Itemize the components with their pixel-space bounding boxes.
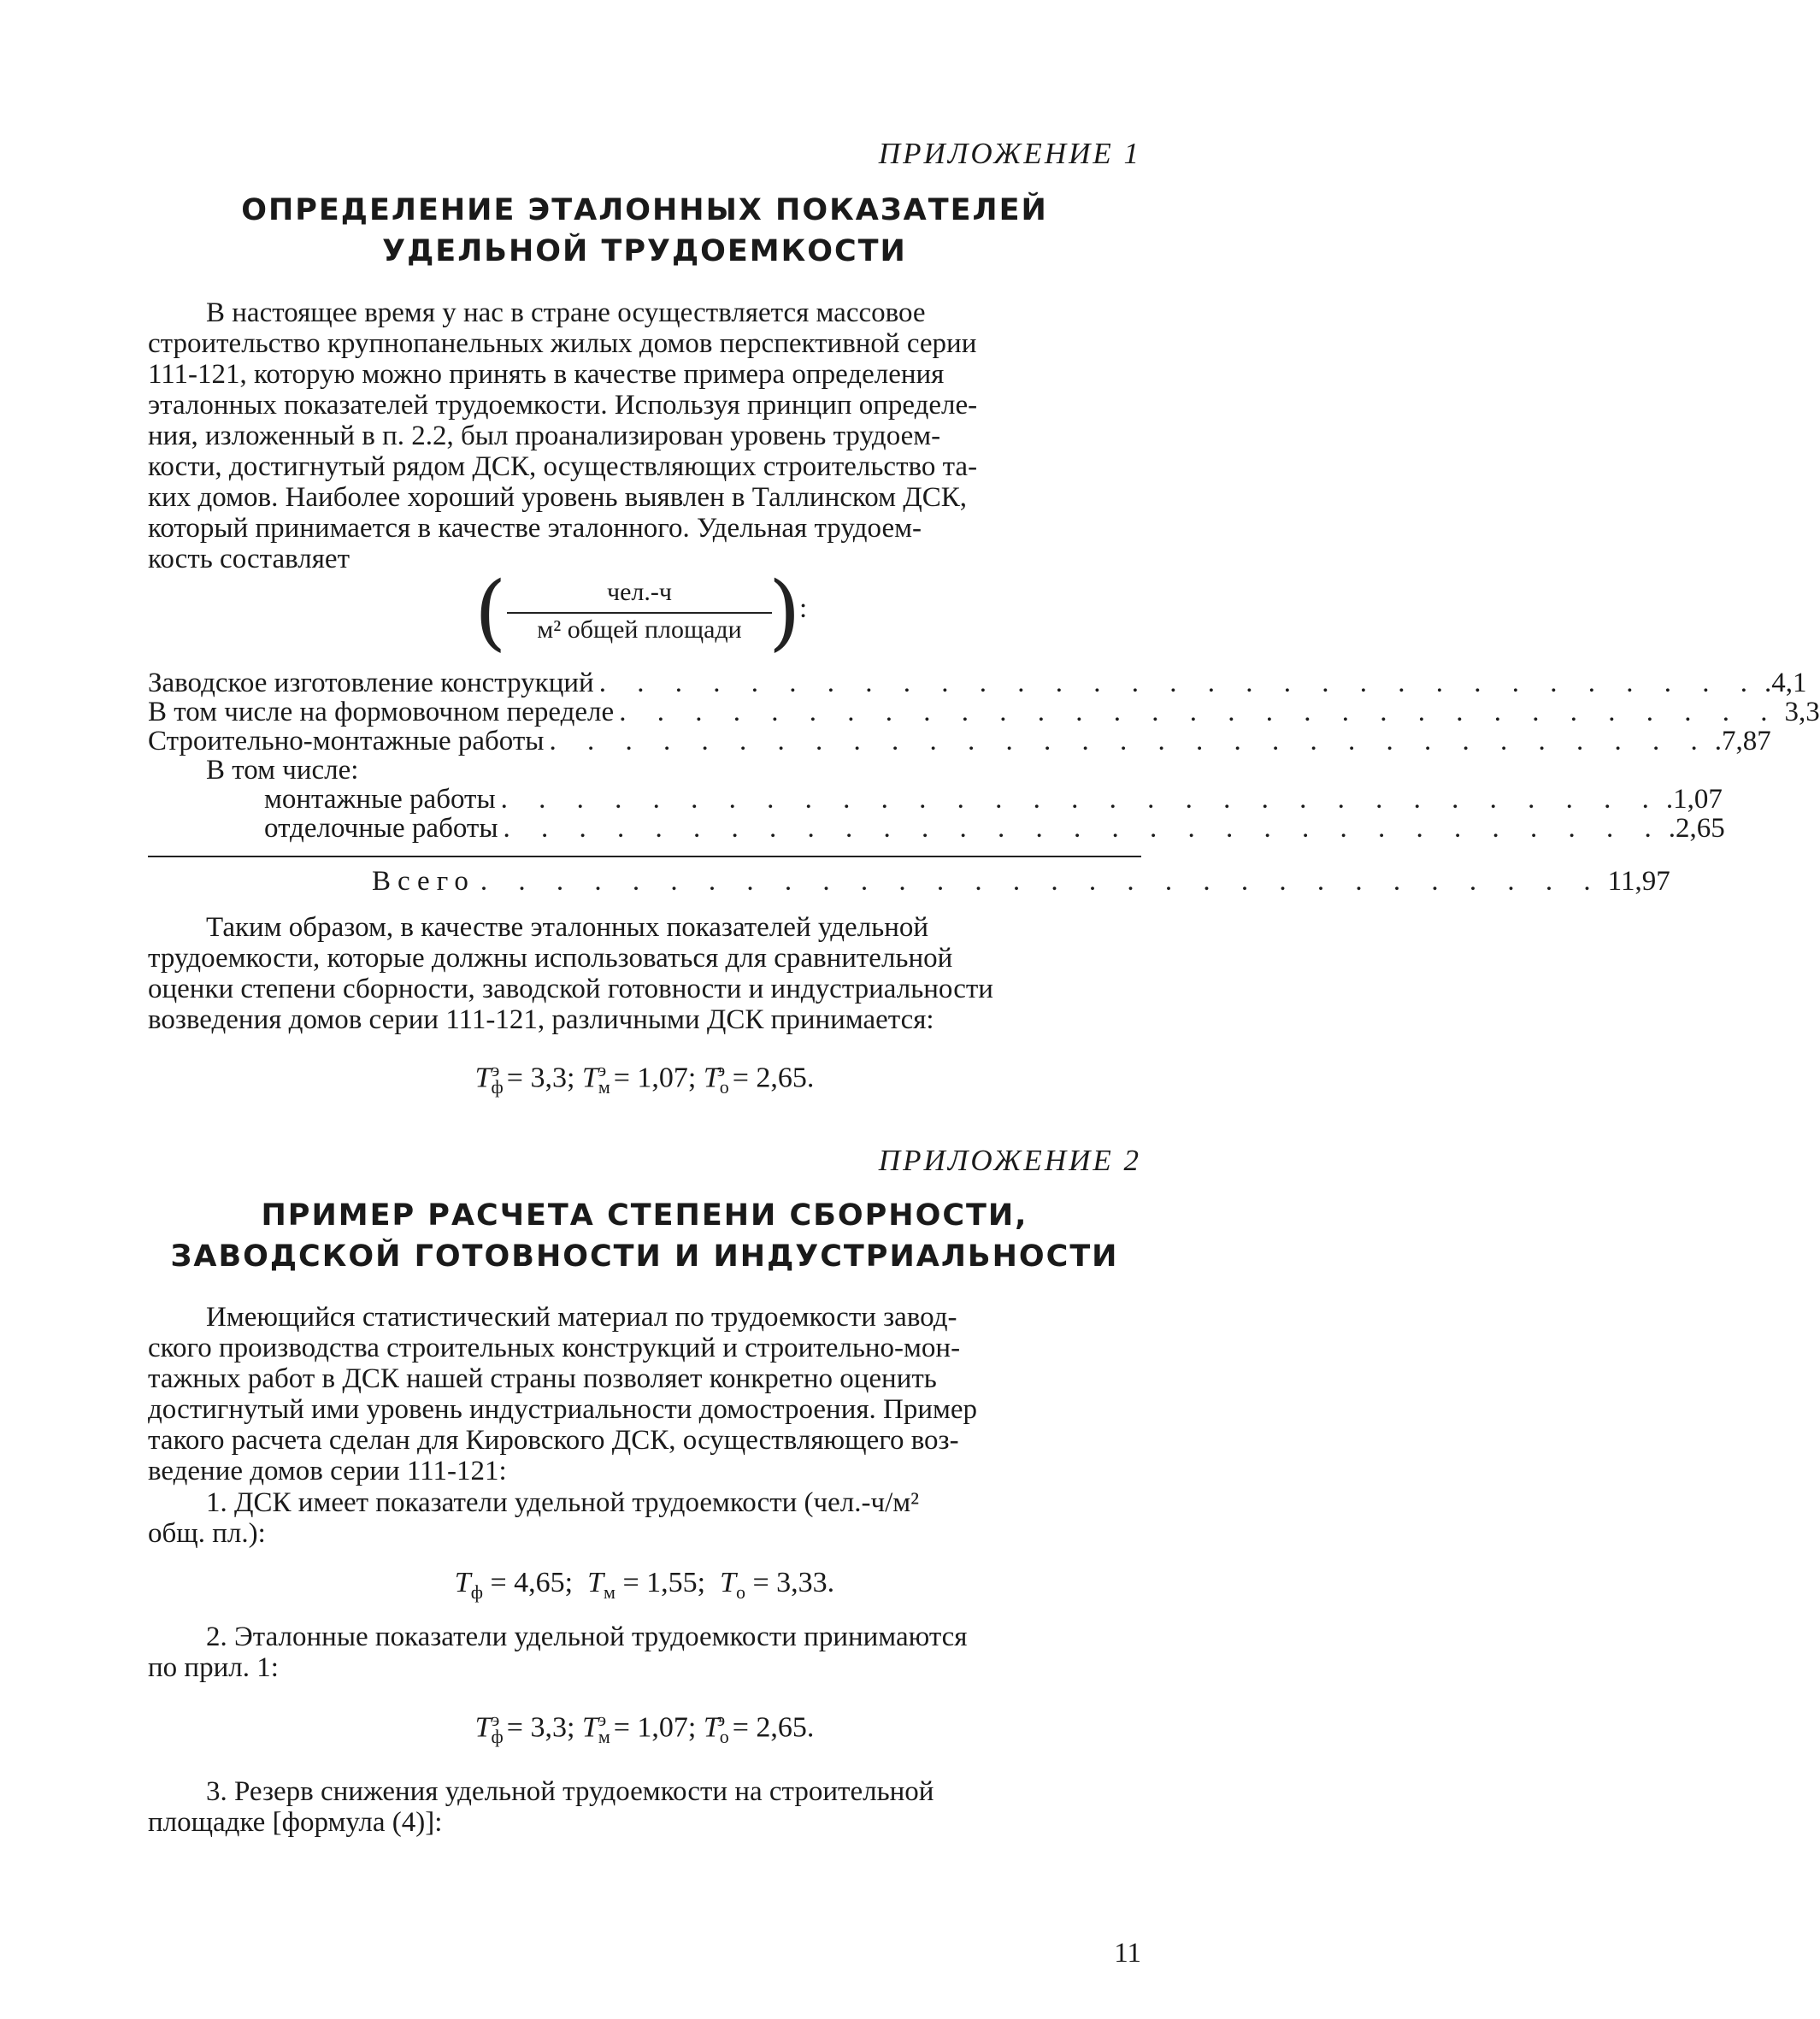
text-line: кости, достигнутый рядом ДСК, осуществляющих строительство та- (148, 451, 978, 482)
text-line: Таким образом, в качестве эталонных показателей удельной (206, 912, 929, 943)
row-label: В том числе: (206, 755, 359, 786)
table-row (148, 813, 1725, 844)
appendix1-paragraph1 (148, 297, 1141, 574)
total-row (148, 866, 1670, 897)
text-line: 1. ДСК имеет показатели удельной трудоемкости (чел.-ч/м² (206, 1487, 920, 1518)
row-label: отделочные работы (264, 813, 498, 844)
table-row (148, 726, 1771, 756)
appendix2-title-line1: ПРИМЕР РАСЧЕТА СТЕПЕНИ СБОРНОСТИ, (261, 1198, 1028, 1233)
appendix1-formula: $T_ф^э = 3,3$; $T_м^э = 1,07$; $T_о^э = 2,65$. (474, 1059, 815, 1098)
left-paren: ( (474, 564, 507, 660)
right-paren: ) (769, 564, 801, 660)
appendix1-title (148, 190, 1141, 272)
leader-dots: . . . . . . . . . . . . . . . . . . . . . . . . . . . . . . . (549, 726, 1710, 756)
appendix2-item1 (148, 1487, 1141, 1549)
unit-colon: : (799, 593, 808, 624)
row-value: 3,3 (1784, 697, 1820, 727)
text-line: по прил. 1: (148, 1652, 279, 1683)
leader-dots: . . . . . . . . . . . . . . . . . . . . . . . . . . . . . . . (598, 668, 1759, 698)
text-line: 111-121, которую можно принять в качестве примера определения (148, 359, 945, 390)
total-value: 11,97 (1607, 866, 1670, 897)
appendix2-title-line2: ЗАВОДСКОЙ ГОТОВНОСТИ И ИНДУСТРИАЛЬНОСТИ (170, 1239, 1119, 1274)
unit-denominator: м² общей площади (537, 615, 742, 644)
appendix1-paragraph2 (148, 912, 1141, 1035)
text-line: В настоящее время у нас в стране осуществляется массовое (206, 297, 926, 328)
text-line: ких домов. Наиболее хороший уровень выявлен в Таллинском ДСК, (148, 482, 968, 513)
row-label: В том числе на формовочном переделе (148, 697, 615, 727)
text-line: ведение домов серии 111-121: (148, 1456, 507, 1486)
page-number: 11 (1114, 1938, 1141, 1969)
fraction-bar (507, 612, 772, 614)
text-line: 2. Эталонные показатели удельной трудоемкости принимаются (206, 1622, 968, 1652)
total-rule (148, 856, 1141, 857)
leader-dots: . . . . . . . . . . . . . . . . . . . . . . . . . . . . . . . (503, 813, 1664, 844)
appendix2-formula1: $T_ф = 4,65$; $T_м = 1,55$; $T_о = 3,33$. (454, 1567, 835, 1603)
text-line: достигнутый ими уровень индустриальности домостроения. Пример (148, 1394, 978, 1425)
appendix1-title-line1: ОПРЕДЕЛЕНИЕ ЭТАЛОННЫХ ПОКАЗАТЕЛЕЙ (241, 193, 1048, 227)
appendix2-item3 (148, 1776, 1141, 1838)
text-line: строительство крупнопанельных жилых домов перспективной серии (148, 328, 977, 359)
appendix2-paragraph1 (148, 1302, 1141, 1486)
leader-dots: . . . . . . . . . . . . . . . . . . . . . . . . . . . . . . . (619, 697, 1780, 727)
leader-dots: . . . . . . . . . . . . . . . . . . . . . . . . . . . . . . (480, 866, 1603, 897)
text-line: кость составляет (148, 544, 350, 574)
appendix1-title-line2: УДЕЛЬНОЙ ТРУДОЕМКОСТИ (382, 234, 907, 268)
row-value: .4,1 (1764, 668, 1807, 698)
row-value: .1,07 (1665, 784, 1723, 815)
total-label: Всего (372, 866, 475, 897)
text-line: который принимается в качестве эталонного. Удельная трудоем- (148, 513, 922, 544)
appendix2-formula2: $T_ф^э = 3,3$; $T_м^э = 1,07$; $T_о^э = 2,65$. (474, 1709, 815, 1748)
text-line: тажных работ в ДСК нашей страны позволяет конкретно оценить (148, 1363, 937, 1394)
appendix1-label: ПРИЛОЖЕНИЕ 1 (878, 137, 1141, 170)
row-value: .2,65 (1668, 813, 1725, 844)
leader-dots: . . . . . . . . . . . . . . . . . . . . . . . . . . . . . . . (500, 784, 1661, 815)
table-row (148, 668, 1807, 698)
text-line: эталонных показателей трудоемкости. Используя принцип определе- (148, 390, 978, 421)
text-line: такого расчета сделан для Кировского ДСК, осуществляющего воз- (148, 1425, 959, 1456)
table-row (148, 755, 1141, 786)
appendix2-item2 (148, 1622, 1141, 1683)
unit-fraction (148, 564, 1141, 660)
row-label: Заводское изготовление конструкций (148, 668, 594, 698)
text-line: оценки степени сборности, заводской готовности и индустриальности (148, 974, 993, 1004)
row-label: Строительно-монтажные работы (148, 726, 545, 756)
appendix2-label: ПРИЛОЖЕНИЕ 2 (878, 1144, 1141, 1177)
table-row (148, 697, 1820, 727)
text-line: ского производства строительных конструкций и строительно-мон- (148, 1333, 961, 1363)
text-line: Имеющийся статистический материал по трудоемкости завод- (206, 1302, 957, 1333)
table-row (148, 784, 1723, 815)
unit-numerator: чел.-ч (607, 578, 672, 606)
text-line: трудоемкости, которые должны использоваться для сравнительной (148, 943, 953, 974)
text-line: общ. пл.): (148, 1518, 266, 1549)
row-value: .7,87 (1714, 726, 1771, 756)
text-line: площадке [формула (4)]: (148, 1807, 443, 1838)
text-line: 3. Резерв снижения удельной трудоемкости на строительной (206, 1776, 934, 1807)
text-line: ния, изложенный в п. 2.2, был проанализирован уровень трудоем- (148, 421, 941, 451)
appendix2-title (148, 1195, 1141, 1277)
text-line: возведения домов серии 111-121, различными ДСК принимается: (148, 1004, 934, 1035)
row-label: монтажные работы (264, 784, 496, 815)
